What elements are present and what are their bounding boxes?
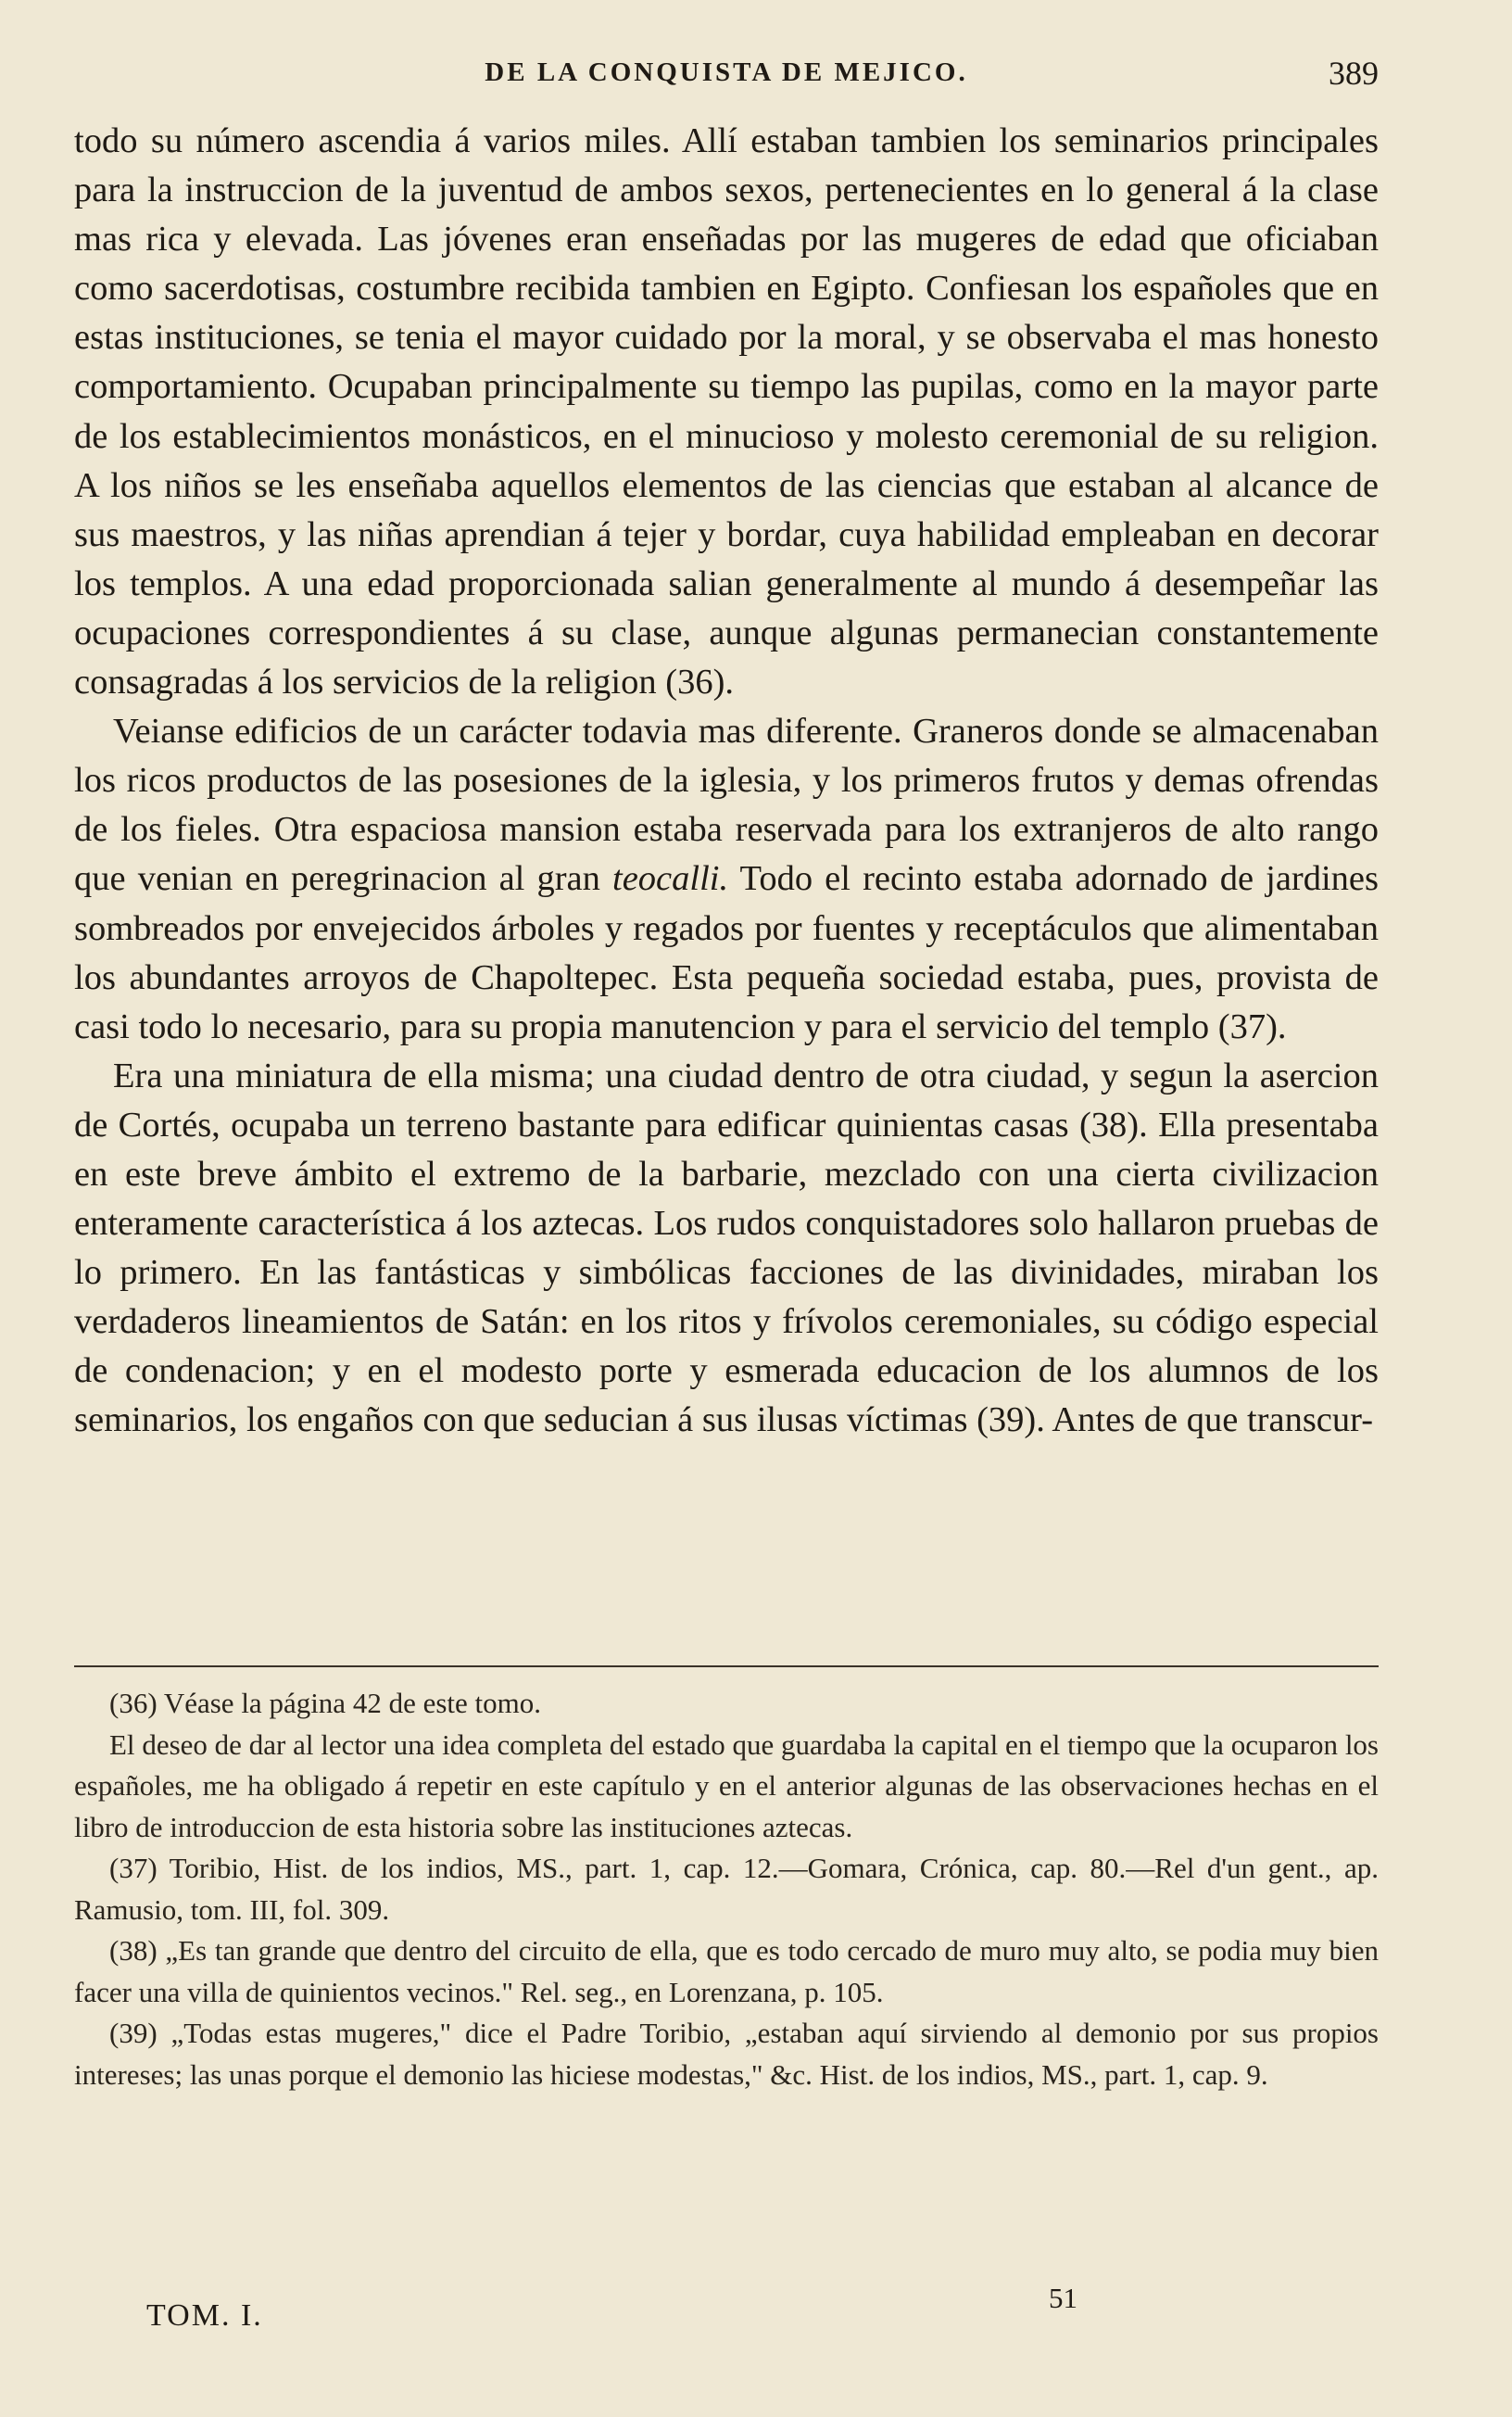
paragraph-2-part-a: Veianse edificios de un carácter todavia mas diferente. Graneros donde se almacenaban los ricos productos de las posesiones de la iglesia, y los primeros frutos y demas ofrendas de los fieles. Otra espaciosa mansion estaba reservada para los extranjeros de alto rango que venian en peregrinacion al gran — [74, 712, 1379, 899]
volume-label: TOM. I. — [146, 2298, 263, 2333]
paragraph-2-part-b: Todo el recinto estaba adornado de jardines sombreados por envejecidos árboles y regados por fuentes y receptáculos que alimentaban los abundantes arroyos de Chapoltepec. Esta pequeña sociedad estaba, pues, provista de casi todo lo necesario, para su propia manutencion y para el servicio del templo (37). — [74, 859, 1380, 1046]
footnote-37: (37) Toribio, Hist. de los indios, MS., part. 1, cap. 12.—Gomara, Crónica, cap. 80.—Rel d'un gent., ap. Ramusio, tom. III, fol. 309. — [74, 1852, 1379, 1926]
main-text — [74, 117, 1379, 1446]
page-header — [74, 57, 1379, 104]
italic-term: teocalli. — [612, 859, 729, 899]
signature-mark: 51 — [1049, 2282, 1077, 2314]
page-number: 389 — [1329, 55, 1379, 92]
paragraph-3: Era una miniatura de ella misma; una ciudad dentro de otra ciudad, y segun la asercion de Cortés, ocupaba un terreno bastante para edificar quinientas casas (38). Ella presentaba en este breve ámbito el extremo de la barbarie, mezclado con una cierta civilizacion enteramente característica á los aztecas. Los rudos conquistadores solo hallaron pruebas de lo primero. En las fantásticas y simbólicas facciones de las divinidades, miraban los verdaderos lineamientos de Satán: en los ritos y frívolos ceremoniales, su código especial de condenacion; y en el modesto porte y esmerada educacion de los alumnos de los seminarios, los engaños con que seducian á sus ilusas víctimas (39). Antes de que transcur- — [74, 1056, 1379, 1440]
footnote-36-continuation: El deseo de dar al lector una idea completa del estado que guardaba la capital en el tiempo que la ocuparon los españoles, me ha obligado á repetir en este capítulo y en el anterior algunas de las observaciones hechas en el libro de introduccion de esta historia sobre las instituciones aztecas. — [74, 1727, 1379, 1843]
footnote-38: (38) „Es tan grande que dentro del circuito de ella, que es todo cercado de muro muy alto, se podia muy bien facer una villa de quinientos vecinos." Rel. seg., en Lorenzana, p. 105. — [74, 1934, 1379, 2008]
footnote-divider — [74, 1665, 1379, 1667]
paragraph-1: todo su número ascendia á varios miles. Allí estaban tambien los seminarios principales para la instruccion de la juventud de ambos sexos, pertenecientes en lo general á la clase mas rica y elevada. Las jóvenes eran enseñadas por las mugeres de edad que oficiaban como sacerdotisas, costumbre recibida tambien en Egipto. Confiesan los españoles que en estas instituciones, se tenia el mayor cuidado por la moral, y se observaba el mas honesto comportamiento. Ocupaban principalmente su tiempo las pupilas, como en la mayor parte de los establecimientos monásticos, en el minucioso y molesto ceremonial de su religion. A los niños se les enseñaba aquellos elementos de las ciencias que estaban al alcance de sus maestros, y las niñas aprendian á tejer y bordar, cuya habilidad empleaban en decorar los templos. A una edad proporcionada salian generalmente al mundo á desempeñar las ocupaciones correspondientes á su clase, aunque algunas permanecian constantemente consagradas á los servicios de la religion (36). — [74, 121, 1379, 702]
footnotes — [74, 1683, 1379, 2095]
paragraph-2 — [74, 707, 1379, 1052]
footnote-39: (39) „Todas estas mugeres," dice el Padre Toribio, „estaban aquí sirviendo al demonio por sus propios intereses; las unas porque el demonio las hiciese modestas," &c. Hist. de los indios, MS., part. 1, cap. 9. — [74, 2017, 1379, 2091]
page-footer — [74, 2282, 1379, 2337]
footnote-36: (36) Véase la página 42 de este tomo. — [109, 1687, 541, 1719]
running-title: DE LA CONQUISTA DE MEJICO. — [485, 57, 968, 87]
